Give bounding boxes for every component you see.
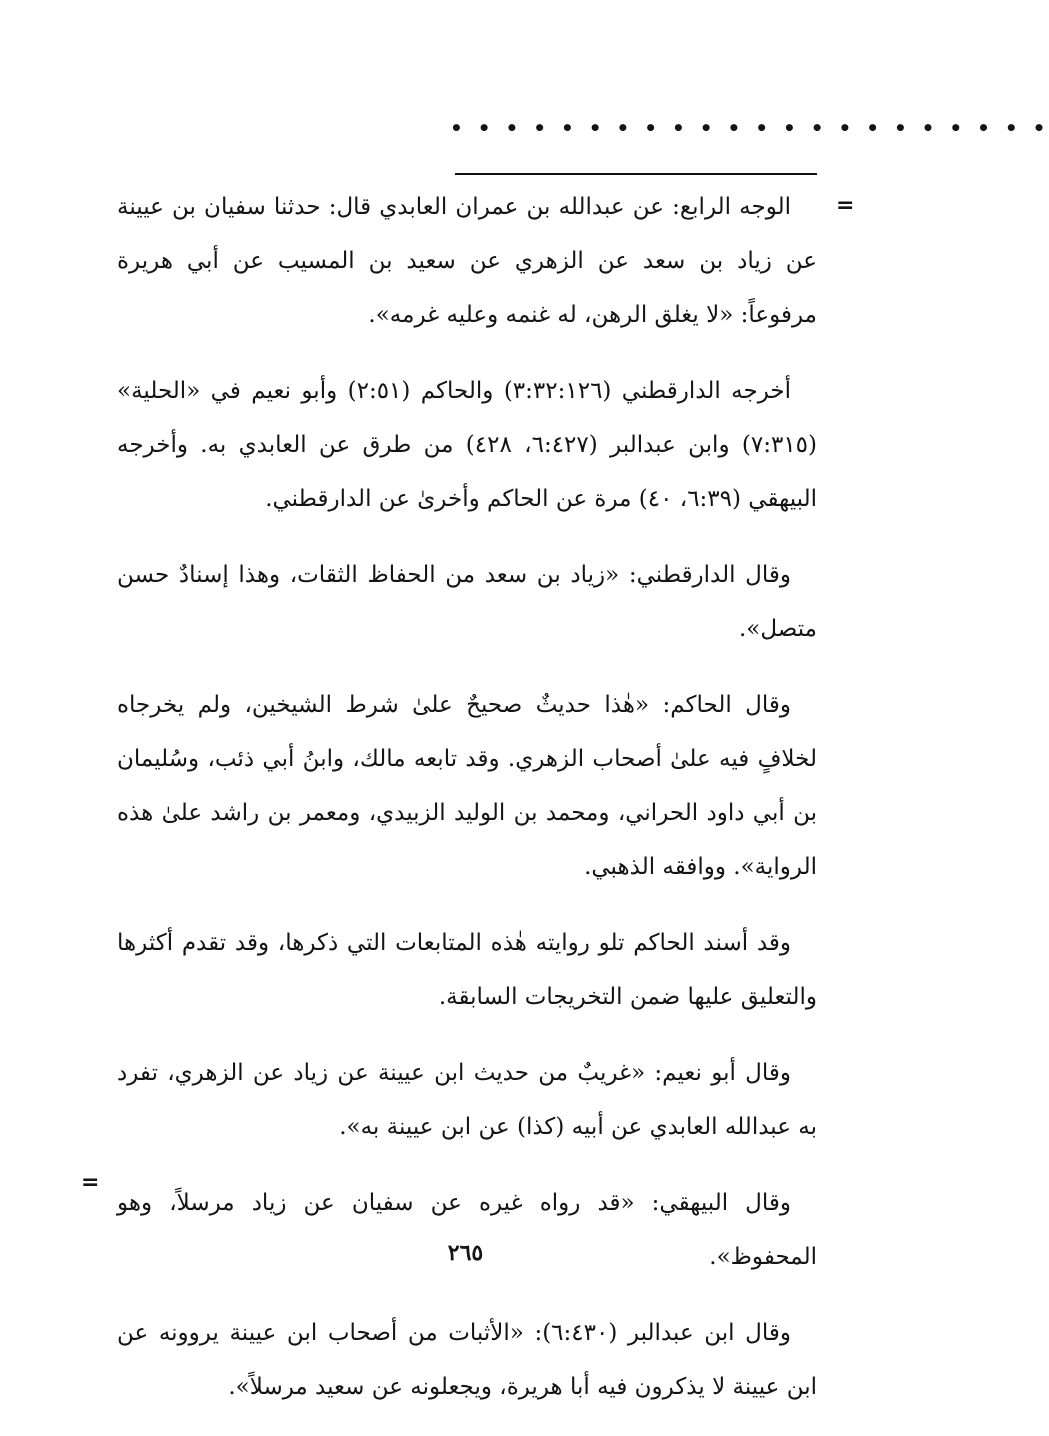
continuation-mark-top: =: [836, 193, 855, 218]
paragraph-fourth-aspect: الوجه الرابع: عن عبدالله بن عمران العابدي قال: حدثنا سفيان بن عيينة عن زياد بن سعد عن الزهري عن سعيد بن المسيب عن أبي هريرة مرفوعاً: «لا يغلق الرهن، له غنمه وعليه غرمه».: [117, 194, 817, 328]
paragraph-abu-nuaym: وقال أبو نعيم: «غريبٌ من حديث ابن عيينة عن زياد عن الزهري، تفرد به عبدالله العابدي عن أبيه (كذا) عن ابن عيينة به».: [117, 1060, 817, 1140]
paragraph-takhrij: أخرجه الدارقطني (٣:٣٢:١٢٦) والحاكم (٢:٥١) وأبو نعيم في «الحلية» (٧:٣١٥) وابن عبدالبر (٦:٤٢٧، ٤٢٨) من طرق عن العابدي به. وأخرجه البيهقي (٦:٣٩، ٤٠) مرة عن الحاكم وأخرىٰ عن الدارقطني.: [117, 378, 818, 512]
paragraph-hakim-mutabaat: وقد أسند الحاكم تلو روايته هٰذه المتابعات التي ذكرها، وقد تقدم أكثرها والتعليق عليها ضمن التخريجات السابقة.: [117, 930, 817, 1010]
header-rule: [455, 173, 817, 175]
paragraph-ibn-abdilbarr: وقال ابن عبدالبر (٦:٤٣٠): «الأثبات من أصحاب ابن عيينة يروونه عن ابن عيينة لا يذكرون فيه أبا هريرة، ويجعلونه عن سعيد مرسلاً».: [117, 1320, 817, 1400]
paragraph-daraqutni: وقال الدارقطني: «زياد بن سعد من الحفاظ الثقات، وهذا إسنادٌ حسن متصل».: [117, 562, 817, 642]
paragraph-hakim: وقال الحاكم: «هٰذا حديثٌ صحيحٌ علىٰ شرط الشيخين، ولم يخرجاه لخلافٍ فيه علىٰ أصحاب الزهري. وقد تابعه مالك، وابنُ أبي ذئب، وسُليمان بن أبي داود الحراني، ومحمد بن الوليد الزبيدي، ومعمر بن راشد علىٰ هذه الرواية». ووافقه الذهبي.: [117, 692, 817, 880]
continuation-mark-bottom: =: [81, 1170, 100, 1195]
paragraph-bayhaqi: وقال البيهقي: «قد رواه غيره عن سفيان عن زياد مرسلاً، وهو المحفوظ».: [117, 1190, 817, 1270]
header-dot-leader: • • • • • • • • • • • • • • • • • • • • • •: [450, 116, 1049, 140]
page-number: ٢٦٥: [447, 1240, 484, 1266]
